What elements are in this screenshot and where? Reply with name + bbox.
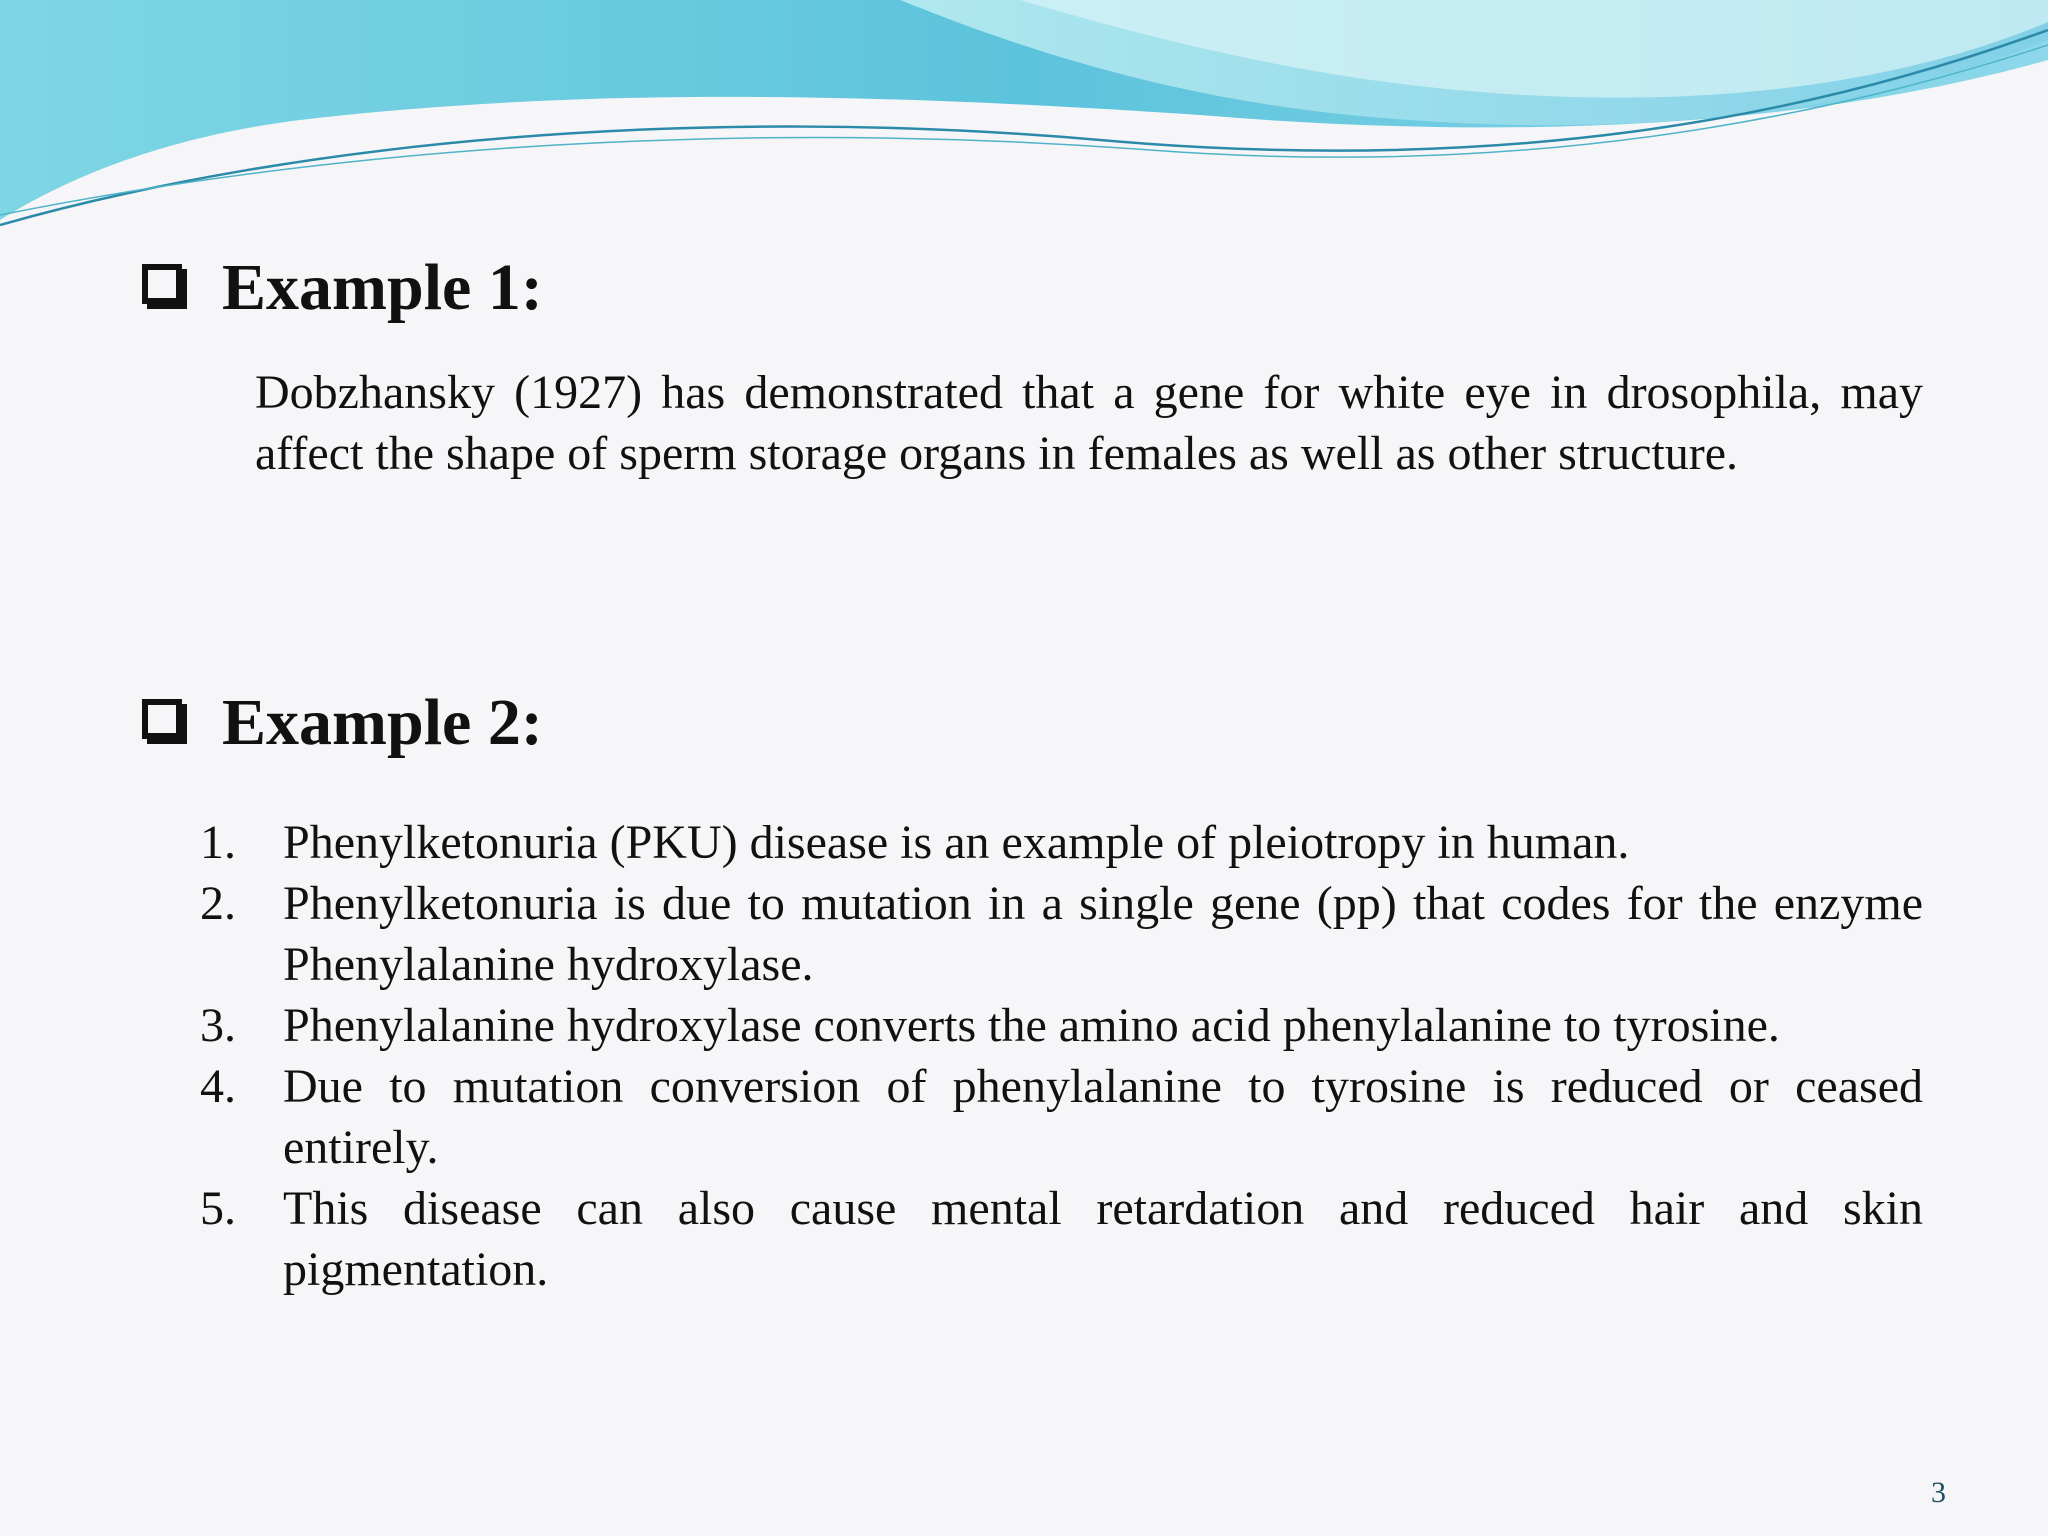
- list-item-text: Phenylketonuria (PKU) disease is an example of pleiotropy in human.: [283, 816, 1630, 869]
- list-item-number: 5.: [200, 1182, 236, 1235]
- example-2-heading-text: Example 2:: [222, 686, 543, 759]
- list-item: [200, 812, 1923, 873]
- header-wave-decoration: [0, 0, 2048, 240]
- example-1-paragraph: Dobzhansky (1927) has demonstrated that a gene for white eye in drosophila, may affect the shape of sperm storage organs in females as well as other structure.: [255, 366, 1923, 480]
- example-2-heading: [142, 686, 543, 759]
- list-item-text: Phenylalanine hydroxylase converts the amino acid phenylalanine to tyrosine.: [283, 999, 1780, 1052]
- list-item-number: 2.: [200, 877, 236, 930]
- list-item: [200, 995, 1923, 1056]
- list-item-number: 3.: [200, 999, 236, 1052]
- checkbox-square-icon: [142, 699, 182, 739]
- example-2-list: [200, 812, 1923, 1300]
- example-1-heading-text: Example 1:: [222, 251, 543, 324]
- page-number: 3: [1931, 1476, 1946, 1509]
- list-item-text: Due to mutation conversion of phenylalanine to tyrosine is reduced or ceased entirely.: [283, 1060, 1923, 1174]
- checkbox-square-icon: [142, 264, 182, 304]
- list-item: [200, 1178, 1923, 1300]
- list-item-number: 1.: [200, 816, 236, 869]
- list-item-text: This disease can also cause mental retardation and reduced hair and skin pigmentation.: [283, 1182, 1923, 1296]
- list-item-text: Phenylketonuria is due to mutation in a single gene (pp) that codes for the enzyme Phenylalanine hydroxylase.: [283, 877, 1923, 991]
- example-1-heading: [142, 251, 543, 324]
- list-item: [200, 1056, 1923, 1178]
- list-item-number: 4.: [200, 1060, 236, 1113]
- list-item: [200, 873, 1923, 995]
